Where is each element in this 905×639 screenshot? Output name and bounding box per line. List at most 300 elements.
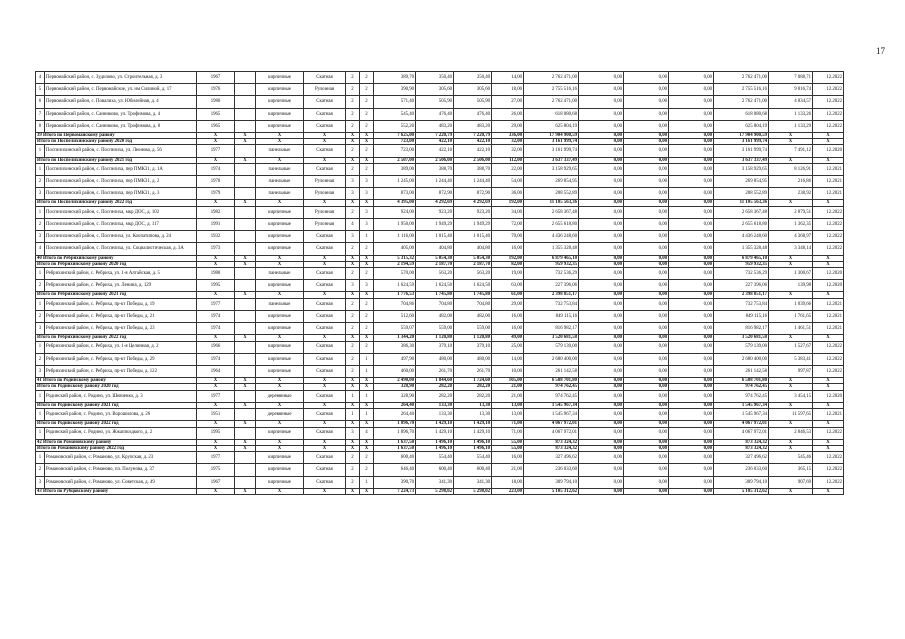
x-cell: X bbox=[235, 445, 256, 451]
year-cell: 1977 bbox=[197, 452, 235, 464]
roof-type-cell: Скатная bbox=[304, 72, 346, 84]
value-cell: 11 597,65 bbox=[769, 409, 813, 421]
value-cell: 0,00 bbox=[669, 365, 714, 377]
x-cell: X bbox=[346, 378, 360, 384]
row-number: 2 bbox=[36, 464, 45, 476]
value-cell: 264,40 bbox=[374, 409, 416, 421]
value-cell: 0,00 bbox=[579, 365, 624, 377]
value-cell: 625 804,19 bbox=[714, 120, 769, 132]
address-cell: Первомайский район, с. Санниково, ул. Трофимова, д. 4 bbox=[45, 108, 197, 120]
value-cell: 579 139,00 bbox=[524, 341, 579, 353]
table-row bbox=[36, 310, 844, 322]
x-cell: X bbox=[235, 378, 256, 384]
table-row bbox=[36, 163, 844, 175]
x-cell: X bbox=[360, 335, 374, 341]
address-cell: Ребрихинский район, с. Ребриха, пр-кт Победы, д. 21 bbox=[45, 310, 197, 322]
value-cell: 0,00 bbox=[669, 72, 714, 84]
value-cell: 7 220,79 bbox=[454, 132, 492, 138]
row-number: 2 bbox=[36, 310, 45, 322]
value-cell: 0,00 bbox=[579, 452, 624, 464]
x-cell: X bbox=[346, 261, 360, 267]
value-cell: 618 080,68 bbox=[524, 108, 579, 120]
x-cell: X bbox=[304, 335, 346, 341]
value-cell: 646,40 bbox=[374, 464, 416, 476]
table-row bbox=[36, 341, 844, 353]
value-cell: 14,00 bbox=[492, 72, 524, 84]
value-cell: 261,70 bbox=[454, 365, 492, 377]
row-number: 1 bbox=[36, 163, 45, 175]
floors-cell: 2 bbox=[346, 341, 360, 353]
wall-material-cell: кирпичные bbox=[256, 243, 304, 255]
value-cell: 282,20 bbox=[454, 384, 492, 390]
value-cell: 365,15 bbox=[769, 464, 813, 476]
value-cell: X bbox=[769, 488, 813, 494]
value-cell: 0,00 bbox=[669, 476, 714, 488]
value-cell: 1 637,50 bbox=[374, 439, 416, 445]
value-cell: 0,00 bbox=[579, 488, 624, 494]
value-cell: 723,00 bbox=[374, 139, 416, 145]
value-cell: 4 292,69 bbox=[454, 200, 492, 206]
value-cell: X bbox=[813, 157, 844, 163]
x-cell: X bbox=[256, 139, 304, 145]
year-cell: 1966 bbox=[197, 341, 235, 353]
value-cell: 1 844,60 bbox=[416, 378, 454, 384]
value-cell: 2 187,70 bbox=[416, 261, 454, 267]
value-cell: 82,00 bbox=[492, 261, 524, 267]
value-cell: 105,00 bbox=[492, 378, 524, 384]
row-number: 2 bbox=[36, 280, 45, 292]
value-cell: 5 298,02 bbox=[416, 488, 454, 494]
page-number: 17 bbox=[876, 46, 885, 56]
value-cell: 0,00 bbox=[624, 427, 669, 439]
table-row bbox=[36, 218, 844, 230]
value-cell: 5 054,30 bbox=[454, 255, 492, 261]
year-cell: 1932 bbox=[197, 231, 235, 243]
floors-cell: 2 bbox=[346, 72, 360, 84]
value-cell: 0,00 bbox=[669, 439, 714, 445]
roof-type-cell: Рулонная bbox=[304, 188, 346, 200]
value-cell: 559,00 bbox=[416, 323, 454, 335]
x-cell: X bbox=[235, 139, 256, 145]
value-cell: 227 396,06 bbox=[524, 280, 579, 292]
floors-cell: 3 bbox=[346, 280, 360, 292]
value-cell: 476,40 bbox=[416, 108, 454, 120]
address-cell: Романовский район, с. Романово, ул. Крупская, д. 23 bbox=[45, 452, 197, 464]
value-cell: 0,00 bbox=[579, 176, 624, 188]
value-cell: 0,00 bbox=[624, 200, 669, 206]
x-cell: X bbox=[346, 132, 360, 138]
entrances-cell: 2 bbox=[360, 268, 374, 280]
table-row bbox=[36, 464, 844, 476]
value-cell: 0,00 bbox=[669, 390, 714, 402]
value-cell: 12.2022 bbox=[813, 341, 844, 353]
table-row bbox=[36, 120, 844, 132]
x-cell: X bbox=[346, 439, 360, 445]
value-cell: 6 588 701,80 bbox=[714, 378, 769, 384]
entrances-cell: 2 bbox=[360, 145, 374, 157]
value-cell: 236 033,60 bbox=[714, 464, 769, 476]
value-cell: 559,07 bbox=[374, 323, 416, 335]
value-cell: 579 139,00 bbox=[714, 341, 769, 353]
value-cell: 0,00 bbox=[579, 139, 624, 145]
x-cell: X bbox=[360, 200, 374, 206]
value-cell: 959 932,35 bbox=[714, 261, 769, 267]
wall-material-cell: кирпичные bbox=[256, 464, 304, 476]
value-cell: 2 762 471,00 bbox=[524, 96, 579, 108]
value-cell: 618 080,68 bbox=[714, 108, 769, 120]
year-cell: 1979 bbox=[197, 188, 235, 200]
x-cell: X bbox=[256, 439, 304, 445]
empty-cell bbox=[235, 268, 256, 280]
value-cell: 0,00 bbox=[579, 292, 624, 298]
roof-type-cell: Скатная bbox=[304, 452, 346, 464]
row-number: 2 bbox=[36, 353, 45, 365]
roof-type-cell: Скатная bbox=[304, 353, 346, 365]
wall-material-cell: кирпичные bbox=[256, 108, 304, 120]
value-cell: 4 368,97 bbox=[769, 231, 813, 243]
x-cell: X bbox=[235, 335, 256, 341]
value-cell: 0,00 bbox=[624, 132, 669, 138]
value-cell: 907,69 bbox=[769, 476, 813, 488]
entrances-cell: 1 bbox=[360, 390, 374, 402]
value-cell: X bbox=[813, 255, 844, 261]
table-row bbox=[36, 476, 844, 488]
year-cell: 1982 bbox=[197, 206, 235, 218]
x-cell: X bbox=[256, 488, 304, 494]
x-cell: X bbox=[304, 384, 346, 390]
floors-cell: 2 bbox=[346, 163, 360, 175]
value-cell: X bbox=[769, 132, 813, 138]
value-cell: 12.2020 bbox=[813, 268, 844, 280]
value-cell: 732 753,84 bbox=[714, 298, 769, 310]
value-cell: 3 637 337,49 bbox=[524, 157, 579, 163]
value-cell: 27,00 bbox=[492, 96, 524, 108]
value-cell: 0,00 bbox=[624, 464, 669, 476]
value-cell: 336,00 bbox=[492, 132, 524, 138]
row-number: 1 bbox=[36, 341, 45, 353]
value-cell: 0,00 bbox=[579, 402, 624, 408]
value-cell: 0,00 bbox=[579, 188, 624, 200]
value-cell: 350,40 bbox=[454, 72, 492, 84]
value-cell: 1 300,67 bbox=[769, 268, 813, 280]
value-cell: 732 536,29 bbox=[714, 268, 769, 280]
value-cell: 12.2022 bbox=[813, 108, 844, 120]
value-cell: 26,00 bbox=[492, 108, 524, 120]
value-cell: 1 039,66 bbox=[769, 298, 813, 310]
value-cell: 0,00 bbox=[624, 84, 669, 96]
wall-material-cell: кирпичные bbox=[256, 96, 304, 108]
value-cell: 0,00 bbox=[669, 132, 714, 138]
subtotal-label: Итого по Поспелихинскому району 2022 год bbox=[36, 200, 197, 206]
value-cell: 0,00 bbox=[669, 353, 714, 365]
value-cell: 0,00 bbox=[669, 335, 714, 341]
x-cell: X bbox=[360, 421, 374, 427]
value-cell: 1 015,40 bbox=[416, 231, 454, 243]
value-cell: 3 520 681,58 bbox=[524, 335, 579, 341]
value-cell: 238,92 bbox=[769, 188, 813, 200]
roof-type-cell: Скатная bbox=[304, 120, 346, 132]
x-cell: X bbox=[304, 139, 346, 145]
value-cell: 2 194,59 bbox=[374, 261, 416, 267]
x-cell: X bbox=[197, 439, 235, 445]
value-cell: 6 588 701,80 bbox=[524, 378, 579, 384]
year-cell: 1974 bbox=[197, 323, 235, 335]
value-cell: 12.2022 bbox=[813, 120, 844, 132]
value-cell: 0,00 bbox=[579, 108, 624, 120]
table-row bbox=[36, 323, 844, 335]
value-cell: 18,00 bbox=[492, 476, 524, 488]
value-cell: X bbox=[813, 421, 844, 427]
value-cell: 704,86 bbox=[374, 298, 416, 310]
table-row bbox=[36, 206, 844, 218]
value-cell: 3 637 337,49 bbox=[714, 157, 769, 163]
wall-material-cell: панельные bbox=[256, 298, 304, 310]
value-cell: 12.2020 bbox=[813, 145, 844, 157]
x-cell: X bbox=[346, 292, 360, 298]
value-cell: 2 187,70 bbox=[454, 261, 492, 267]
x-cell: X bbox=[304, 200, 346, 206]
address-cell: Ребрихинский район, с. Ребриха, пр-кт Победы, д. 29 bbox=[45, 353, 197, 365]
value-cell: 559,00 bbox=[454, 323, 492, 335]
value-cell: X bbox=[769, 421, 813, 427]
value-cell: 0,00 bbox=[579, 280, 624, 292]
subtotal-label: Итого по Поспелихинскому району 2020 год bbox=[36, 139, 197, 145]
value-cell: 21,00 bbox=[492, 384, 524, 390]
value-cell: 3 348,14 bbox=[769, 243, 813, 255]
value-cell: 0,00 bbox=[669, 402, 714, 408]
value-cell: 328,90 bbox=[374, 384, 416, 390]
value-cell: 0,00 bbox=[624, 335, 669, 341]
value-cell: 16,00 bbox=[492, 452, 524, 464]
value-cell: 974 762,45 bbox=[714, 390, 769, 402]
value-cell: 389,70 bbox=[374, 72, 416, 84]
value-cell: 422,10 bbox=[416, 139, 454, 145]
entrances-cell: 2 bbox=[360, 341, 374, 353]
table-row bbox=[36, 72, 844, 84]
empty-cell bbox=[235, 409, 256, 421]
year-cell: 1976 bbox=[197, 84, 235, 96]
value-cell: 1 545 967,34 bbox=[714, 402, 769, 408]
x-cell: X bbox=[235, 157, 256, 163]
address-cell: Родинский район, с. Родино, ул. Ворошилова, д. 26 bbox=[45, 409, 197, 421]
year-cell: 1967 bbox=[197, 72, 235, 84]
value-cell: 1 724,60 bbox=[454, 378, 492, 384]
roof-type-cell: Скатная bbox=[304, 390, 346, 402]
empty-cell bbox=[235, 310, 256, 322]
value-cell: 0,00 bbox=[624, 365, 669, 377]
value-cell: 1 344,20 bbox=[374, 335, 416, 341]
value-cell: X bbox=[813, 132, 844, 138]
value-cell: 0,00 bbox=[624, 120, 669, 132]
floors-cell: 1 bbox=[346, 390, 360, 402]
x-cell: X bbox=[256, 132, 304, 138]
value-cell: 3 161 999,74 bbox=[524, 145, 579, 157]
year-cell: 1978 bbox=[197, 176, 235, 188]
address-cell: Ребрихинский район, с. Ребриха, пр-кт Победы, д. 23 bbox=[45, 323, 197, 335]
value-cell: 12.2022 bbox=[813, 218, 844, 230]
value-cell: 32,00 bbox=[492, 139, 524, 145]
value-cell: 5 383,41 bbox=[769, 353, 813, 365]
value-cell: 21,00 bbox=[492, 390, 524, 402]
value-cell: 0,00 bbox=[579, 323, 624, 335]
value-cell: 480,00 bbox=[454, 353, 492, 365]
value-cell: 36,00 bbox=[492, 188, 524, 200]
row-number: 1 bbox=[36, 452, 45, 464]
value-cell: 55,00 bbox=[492, 445, 524, 451]
value-cell: 1 245,00 bbox=[374, 176, 416, 188]
value-cell: 0,00 bbox=[669, 243, 714, 255]
value-cell: 704,80 bbox=[416, 298, 454, 310]
subtotal-label: Итого по Родинскому району 2022 год bbox=[36, 421, 197, 427]
value-cell: 11 105 563,36 bbox=[524, 200, 579, 206]
empty-cell bbox=[235, 72, 256, 84]
wall-material-cell: панельные bbox=[256, 188, 304, 200]
x-cell: X bbox=[360, 132, 374, 138]
value-cell: 388,70 bbox=[454, 163, 492, 175]
year-cell: 1980 bbox=[197, 96, 235, 108]
value-cell: 422,10 bbox=[454, 145, 492, 157]
value-cell: 923,20 bbox=[454, 206, 492, 218]
empty-cell bbox=[235, 464, 256, 476]
value-cell: 3 158 929,65 bbox=[714, 163, 769, 175]
value-cell: 1 120,80 bbox=[454, 335, 492, 341]
x-cell: X bbox=[197, 335, 235, 341]
address-cell: Поспелихинский район, с. Поспелиха, пер ПМК31, д. 2 bbox=[45, 176, 197, 188]
empty-cell bbox=[235, 341, 256, 353]
entrances-cell: 1 bbox=[360, 409, 374, 421]
value-cell: 18,00 bbox=[492, 84, 524, 96]
value-cell: 0,00 bbox=[624, 323, 669, 335]
value-cell: 1 896,70 bbox=[374, 427, 416, 439]
value-cell: X bbox=[769, 261, 813, 267]
value-cell: 0,00 bbox=[669, 310, 714, 322]
year-cell: 1965 bbox=[197, 108, 235, 120]
value-cell: 12.2020 bbox=[813, 390, 844, 402]
value-cell: 6 879 465,10 bbox=[714, 255, 769, 261]
entrances-cell: 3 bbox=[360, 188, 374, 200]
value-cell: 563,20 bbox=[454, 268, 492, 280]
value-cell: 133,30 bbox=[416, 409, 454, 421]
value-cell: 959 932,35 bbox=[524, 261, 579, 267]
x-cell: X bbox=[304, 378, 346, 384]
value-cell: X bbox=[769, 378, 813, 384]
value-cell: 13,30 bbox=[454, 409, 492, 421]
value-cell: 422,10 bbox=[454, 139, 492, 145]
value-cell: 1 776,53 bbox=[374, 292, 416, 298]
roof-type-cell: Скатная bbox=[304, 280, 346, 292]
value-cell: 1 355 328,48 bbox=[714, 243, 769, 255]
value-cell: 2 680 400,00 bbox=[714, 353, 769, 365]
value-cell: 0,00 bbox=[579, 72, 624, 84]
value-cell: 974 762,45 bbox=[524, 390, 579, 402]
subtotal-label: Итого по Родинскому району 2021 год bbox=[36, 402, 197, 408]
value-cell: X bbox=[769, 139, 813, 145]
value-cell: 12.2021 bbox=[813, 409, 844, 421]
value-cell: 0,00 bbox=[624, 476, 669, 488]
table-row bbox=[36, 452, 844, 464]
entrances-cell: 4 bbox=[360, 427, 374, 439]
value-cell: 2 398 851,17 bbox=[714, 292, 769, 298]
roof-type-cell: Скатная bbox=[304, 341, 346, 353]
value-cell: 21,00 bbox=[492, 464, 524, 476]
value-cell: 0,00 bbox=[669, 464, 714, 476]
value-cell: 8 126,91 bbox=[769, 163, 813, 175]
subtotal-label: Итого по Родинскому району 2020 год bbox=[36, 384, 197, 390]
value-cell: 816 982,17 bbox=[524, 323, 579, 335]
value-cell: 112,00 bbox=[492, 157, 524, 163]
value-cell: 71,00 bbox=[492, 427, 524, 439]
value-cell: 1 120,80 bbox=[416, 335, 454, 341]
value-cell: X bbox=[813, 402, 844, 408]
value-cell: 2 762 471,00 bbox=[714, 96, 769, 108]
value-cell: 571,40 bbox=[374, 96, 416, 108]
value-cell: 0,00 bbox=[669, 176, 714, 188]
value-cell: 0,00 bbox=[669, 200, 714, 206]
value-cell: 600,40 bbox=[416, 464, 454, 476]
x-cell: X bbox=[197, 445, 235, 451]
value-cell: X bbox=[769, 439, 813, 445]
roof-type-cell: Скатная bbox=[304, 310, 346, 322]
x-cell: X bbox=[346, 255, 360, 261]
value-cell: 2 755 516,16 bbox=[524, 84, 579, 96]
value-cell: 0,00 bbox=[579, 464, 624, 476]
year-cell: 1974 bbox=[197, 310, 235, 322]
value-cell: 0,00 bbox=[669, 280, 714, 292]
value-cell: 12.2021 bbox=[813, 323, 844, 335]
value-cell: 1 949,29 bbox=[416, 218, 454, 230]
entrances-cell: 2 bbox=[360, 72, 374, 84]
value-cell: 497,90 bbox=[374, 353, 416, 365]
address-cell: Первомайский район, с. Первомайское, ул. им Силиной, д. 17 bbox=[45, 84, 197, 96]
floors-cell: 2 bbox=[346, 108, 360, 120]
row-number: 1 bbox=[36, 390, 45, 402]
value-cell: 236 033,60 bbox=[524, 464, 579, 476]
wall-material-cell: панельные bbox=[256, 163, 304, 175]
value-cell: 29,00 bbox=[492, 298, 524, 310]
value-cell: 29,00 bbox=[492, 120, 524, 132]
subtotal-label: Итого по Ребрихинскому району 2020 год bbox=[36, 261, 197, 267]
value-cell: 2 755 516,16 bbox=[714, 84, 769, 96]
x-cell: X bbox=[256, 157, 304, 163]
value-cell: 12.2022 bbox=[813, 243, 844, 255]
x-cell: X bbox=[304, 402, 346, 408]
empty-cell bbox=[235, 452, 256, 464]
floors-cell: 2 bbox=[346, 298, 360, 310]
wall-material-cell: кирпичные bbox=[256, 206, 304, 218]
value-cell: 309 794,10 bbox=[524, 476, 579, 488]
entrances-cell: 2 bbox=[360, 84, 374, 96]
table-row bbox=[36, 268, 844, 280]
value-cell: 0,00 bbox=[579, 96, 624, 108]
value-cell: 0,00 bbox=[579, 132, 624, 138]
value-cell: 7 220,79 bbox=[416, 132, 454, 138]
address-cell: Первомайский район, с. Зудилово, ул. Строительная, д. 3 bbox=[45, 72, 197, 84]
x-cell: X bbox=[360, 139, 374, 145]
value-cell: 2 846,53 bbox=[769, 427, 813, 439]
x-cell: X bbox=[256, 292, 304, 298]
value-cell: 208 552,89 bbox=[714, 188, 769, 200]
floors-cell: 3 bbox=[346, 231, 360, 243]
value-cell: 0,00 bbox=[669, 427, 714, 439]
value-cell: 849 115,16 bbox=[714, 310, 769, 322]
value-cell: 282,20 bbox=[454, 390, 492, 402]
value-cell: 0,00 bbox=[669, 298, 714, 310]
address-cell: Поспелихинский район, с. Поспелиха, пер ПМК31, д. 3 bbox=[45, 188, 197, 200]
x-cell: X bbox=[256, 445, 304, 451]
value-cell: 1 496,10 bbox=[416, 439, 454, 445]
row-number: 1 bbox=[36, 409, 45, 421]
value-cell: 0,00 bbox=[669, 421, 714, 427]
